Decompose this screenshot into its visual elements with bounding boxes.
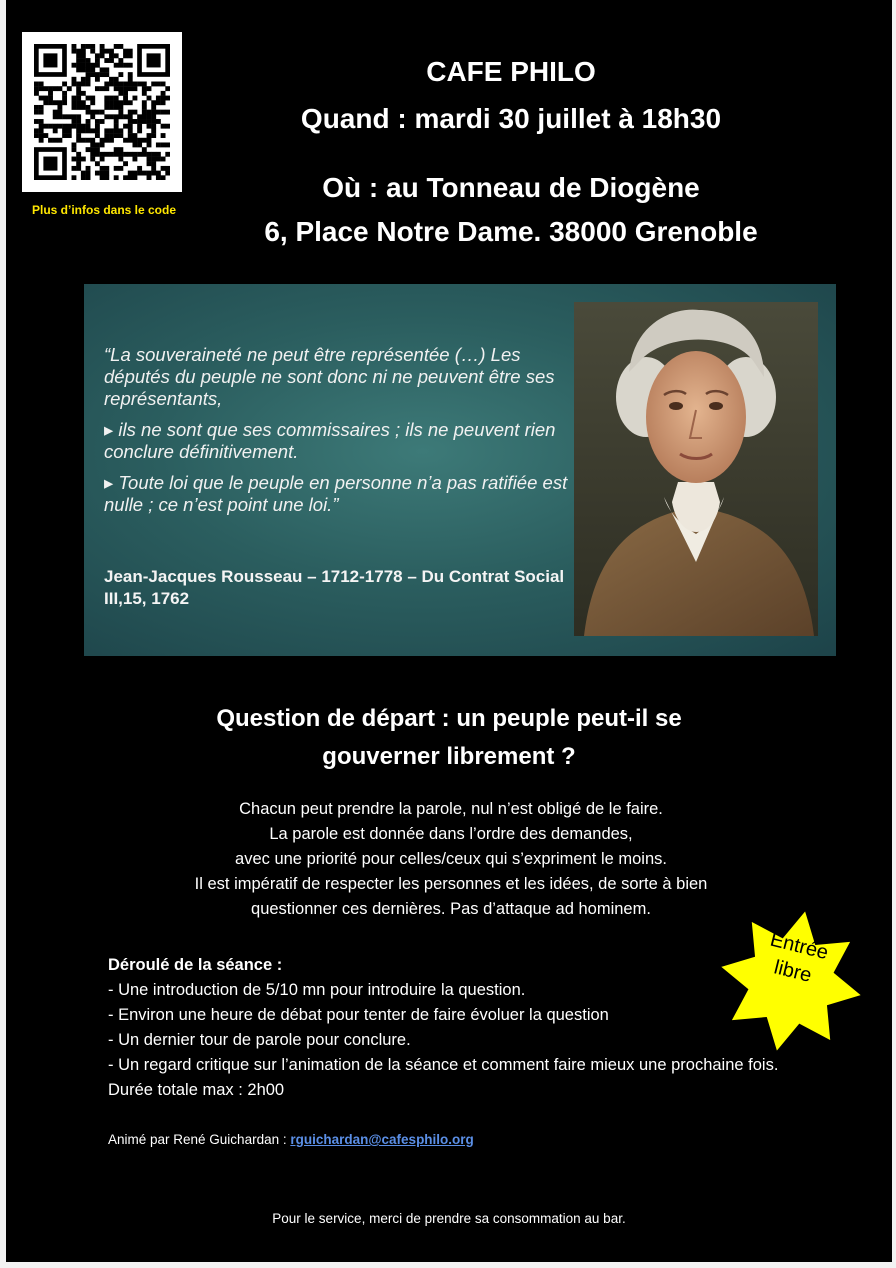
animator-label: Animé par René Guichardan : bbox=[108, 1132, 291, 1147]
qr-code-icon bbox=[34, 44, 170, 180]
animator-email-link[interactable]: rguichardan@cafesphilo.org bbox=[290, 1132, 474, 1147]
rule-line: La parole est donnée dans l’ordre des demandes, bbox=[269, 825, 633, 843]
session-outline bbox=[108, 953, 788, 1103]
event-address: 6, Place Notre Dame. 38000 Grenoble bbox=[264, 216, 758, 247]
session-step: - Une introduction de 5/10 mn pour introduire la question. bbox=[108, 981, 526, 999]
discussion-rules bbox=[126, 797, 776, 922]
session-step: - Environ une heure de débat pour tenter de faire évoluer la question bbox=[108, 1006, 609, 1024]
quote-paragraph: “La souveraineté ne peut être représentée (…) Les députés du peuple ne sont donc ni ne peuvent être ses représentants, bbox=[104, 344, 555, 409]
rule-line: avec une priorité pour celles/ceux qui s’expriment le moins. bbox=[235, 850, 667, 868]
session-outline-title: Déroulé de la séance : bbox=[108, 956, 283, 974]
rule-line: Il est impératif de respecter les personnes et les idées, de sorte à bien bbox=[194, 875, 708, 893]
flyer-page bbox=[6, 0, 892, 1262]
event-venue: Où : au Tonneau de Diogène bbox=[322, 172, 700, 203]
rule-line: Chacun peut prendre la parole, nul n’est obligé de le faire. bbox=[239, 800, 663, 818]
quote-card bbox=[84, 284, 836, 656]
session-step: - Un dernier tour de parole pour conclure. bbox=[108, 1031, 411, 1049]
event-title: CAFE PHILO bbox=[426, 56, 596, 87]
quote-paragraph: ▸ Toute loi que le peuple en personne n’a pas ratifiée est nulle ; ce n’est point une loi.” bbox=[104, 472, 568, 515]
quote-paragraph: ▸ ils ne sont que ses commissaires ; ils ne peuvent rien conclure définitivement. bbox=[104, 419, 556, 462]
session-step: - Un regard critique sur l’animation de la séance et comment faire mieux une prochaine fois. Durée totale max : 2h00 bbox=[108, 1056, 779, 1099]
service-note: Pour le service, merci de prendre sa consommation au bar. bbox=[272, 1211, 626, 1226]
event-date: Quand : mardi 30 juillet à 18h30 bbox=[300, 103, 722, 134]
animator-line bbox=[108, 1132, 474, 1147]
rule-line: questionner ces dernières. Pas d’attaque ad hominem. bbox=[251, 900, 651, 918]
quote-attribution: Jean-Jacques Rousseau – 1712-1778 – Du Contrat Social III,15, 1762 bbox=[104, 567, 565, 608]
qr-code[interactable] bbox=[22, 32, 182, 192]
quote-text bbox=[104, 344, 574, 525]
rousseau-portrait bbox=[574, 302, 818, 636]
starting-question: Question de départ : un peuple peut-il se gouverner librement ? bbox=[216, 705, 682, 770]
badge-line: libre bbox=[771, 956, 814, 987]
qr-caption: Plus d’infos dans le code bbox=[31, 203, 177, 217]
badge-line: Entrée bbox=[767, 928, 831, 965]
